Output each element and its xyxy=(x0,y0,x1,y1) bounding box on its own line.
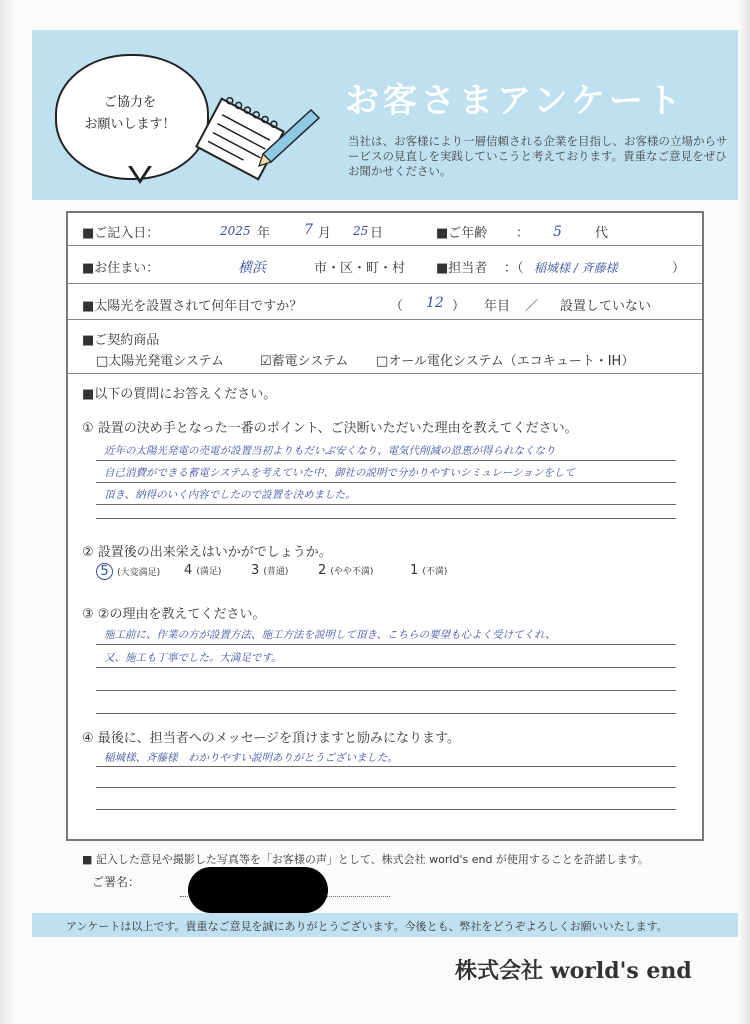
product-battery-checkbox: ☑蓄電システム xyxy=(260,354,349,369)
q2-option-4: 4 (満足) xyxy=(184,563,222,578)
product-solar-checkbox: □太陽光発電システム xyxy=(96,354,224,369)
q1-answer-line1: 近年の太陽光発電の売電が設置当初よりもだいぶ安くなり、電気代削減の恩恵が得られなくなり xyxy=(104,445,556,457)
scan-edge-right xyxy=(738,0,750,1024)
speech-bubble-text: ご協力を お願いします！ xyxy=(84,95,176,132)
company-name: 株式会社 world's end xyxy=(455,958,692,984)
thanks-message: アンケートは以上です。貴重なご意見を誠にありがとうございます。今後とも、弊社をどうぞよろしくお願いいたします。 xyxy=(66,920,668,933)
questions-intro: ■以下の質問にお答えください。 xyxy=(82,387,277,402)
survey-form: ■ご記入日： 2025 年 7 月 25 日 ■ご年齢 ： 5 代 ■お住まい： 横浜 市・区・町・村 ■担当者 ：（ 稲城様 / 斉藤様 ） ■太陽光を設置されて何年目ですか？ （ 12 ） 年目 ／ 設置していない ■ご契約商品 □太陽光発電システム ☑蓄電システム □オール電化システム（エコキュート・IH） ■以下の質問にお答えください。 ① 設置の決め手となった一番のポイント、ご決断いただいた理由を教えてください。 近年の太陽光発電の売電が設置当初よりもだいぶ安くなり、電気代削減の恩恵が得られなくなり 自己消費ができる蓄電システムを考えていた中、御社の説明で分かりやすいシミュレーションをして 頂き、納得のいく内容でしたので設置を決めました。 ② 設置後の出来栄えはいかがでしょうか。 5 (大変満足) 4 (満足) 3 (普通) 2 (やや不満) 1 (不満) ③ ②の理由を教えてください。 施工前に、作業の方が設置方法、施工方法を説明して頂き、こちらの要望も心よく受けてくれ、 又、施工も丁寧でした。大満足です。 ④ 最後に、担当者へのメッセージを頂けますと励みになります。 稲城様、斉藤様 わかりやすい説明ありがとうございました。 xyxy=(66,211,704,841)
q2-option-2: 2 (やや不満) xyxy=(318,563,374,578)
not-installed-option: 設置していない xyxy=(560,299,652,314)
staff-names-value: 稲城様 / 斉藤様 xyxy=(534,261,618,275)
years-question: ■太陽光を設置されて何年目ですか？ xyxy=(82,299,303,314)
q2-option-5: 5 (大変満足) xyxy=(96,563,160,580)
survey-description: 当社は、お客様により一層信頼される企業を目指し、お客様の立場からサービスの見直しを実践していこうと考えております。貴重なご意見をぜひお聞かせください。 xyxy=(348,134,728,178)
date-day-value: 25 xyxy=(353,224,369,238)
redacted-signature xyxy=(188,867,328,913)
q3-answer-line2: 又、施工も丁寧でした。大満足です。 xyxy=(104,652,282,664)
address-city-value: 横浜 xyxy=(238,260,266,276)
q2-option-1: 1 (不満) xyxy=(410,563,448,578)
address-label: ■お住まい： xyxy=(82,261,160,276)
staff-label: ■担当者 xyxy=(436,261,488,276)
q4-question: ④ 最後に、担当者へのメッセージを頂けますと励みになります。 xyxy=(82,731,460,746)
date-year-value: 2025 xyxy=(220,224,251,238)
q2-question: ② 設置後の出来栄えはいかがでしょうか。 xyxy=(82,545,332,560)
product-allelectric-checkbox: □オール電化システム（エコキュート・IH） xyxy=(376,354,635,369)
q2-option-3: 3 (普通) xyxy=(251,563,289,578)
consent-statement: ■ 記入した意見や撮影した写真等を「お客様の声」として、株式会社 world's end が使用することを許諾します。 xyxy=(82,853,650,866)
q1-answer-line3: 頂き、納得のいく内容でしたので設置を決めました。 xyxy=(104,489,356,501)
age-value: 5 xyxy=(553,224,562,240)
q4-answer-line1: 稲城様、斉藤様 わかりやすい説明ありがとうございました。 xyxy=(104,752,398,764)
q3-question: ③ ②の理由を教えてください。 xyxy=(82,607,266,622)
q3-answer-line1: 施工前に、作業の方が設置方法、施工方法を説明して頂き、こちらの要望も心よく受けてくれ、 xyxy=(104,629,556,641)
survey-title: お客さまアンケート xyxy=(345,81,685,121)
age-label: ■ご年齢 xyxy=(436,226,488,241)
q1-answer-line2: 自己消費ができる蓄電システムを考えていた中、御社の説明で分かりやすいシミュレーションをして xyxy=(104,467,575,479)
q1-question: ① 設置の決め手となった一番のポイント、ご決断いただいた理由を教えてください。 xyxy=(82,421,578,436)
scan-edge-left xyxy=(0,0,14,1024)
date-label: ■ご記入日： xyxy=(82,226,160,241)
products-label: ■ご契約商品 xyxy=(82,333,160,348)
date-month-value: 7 xyxy=(304,222,313,238)
signature-label: ご署名： xyxy=(92,875,141,889)
years-value: 12 xyxy=(426,295,444,311)
notepad-pencil-icon xyxy=(185,92,325,187)
